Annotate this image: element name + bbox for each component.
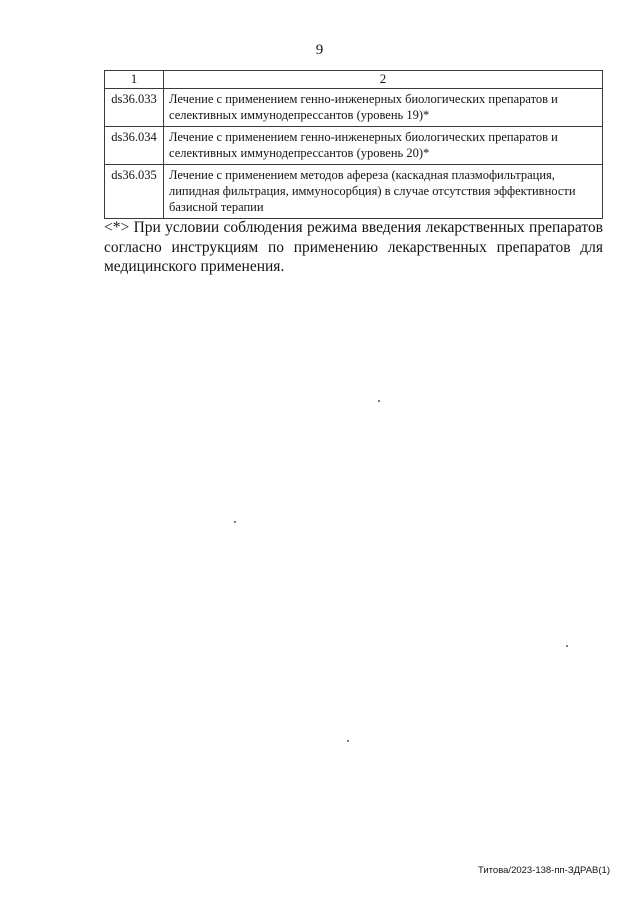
row-description: Лечение с применением методов афереза (каскадная плазмофильтрация, липидная фильтрация, иммуносорбция) в случае отсутствия эффективности базисной терапии bbox=[164, 165, 603, 219]
row-code: ds36.035 bbox=[105, 165, 164, 219]
table-header-row bbox=[105, 71, 603, 89]
column-header-1: 1 bbox=[105, 71, 164, 89]
footnote bbox=[104, 218, 603, 277]
row-code: ds36.033 bbox=[105, 89, 164, 127]
table-row bbox=[105, 165, 603, 219]
scan-speck bbox=[378, 400, 380, 402]
table-row bbox=[105, 127, 603, 165]
page-number: 9 bbox=[315, 42, 324, 58]
scan-speck bbox=[347, 740, 349, 742]
row-code: ds36.034 bbox=[105, 127, 164, 165]
column-header-2: 2 bbox=[164, 71, 603, 89]
document-stamp: Титова/2023-138-пп-ЗДРАВ(1) bbox=[477, 865, 610, 876]
footnote-line: <*> При условии соблюдения режима введения лекарственных препаратов bbox=[104, 219, 603, 236]
table-row bbox=[105, 89, 603, 127]
footnote-line: медицинского применения. bbox=[104, 258, 285, 275]
scan-speck bbox=[234, 521, 236, 523]
row-description: Лечение с применением генно-инженерных биологических препаратов и селективных иммунодепрессантов (уровень 20)* bbox=[164, 127, 603, 165]
row-description: Лечение с применением генно-инженерных биологических препаратов и селективных иммунодепрессантов (уровень 19)* bbox=[164, 89, 603, 127]
footnote-line: согласно инструкциям по применению лекарственных препаратов для bbox=[104, 238, 603, 256]
scan-speck bbox=[566, 645, 568, 647]
codes-table bbox=[104, 70, 603, 219]
